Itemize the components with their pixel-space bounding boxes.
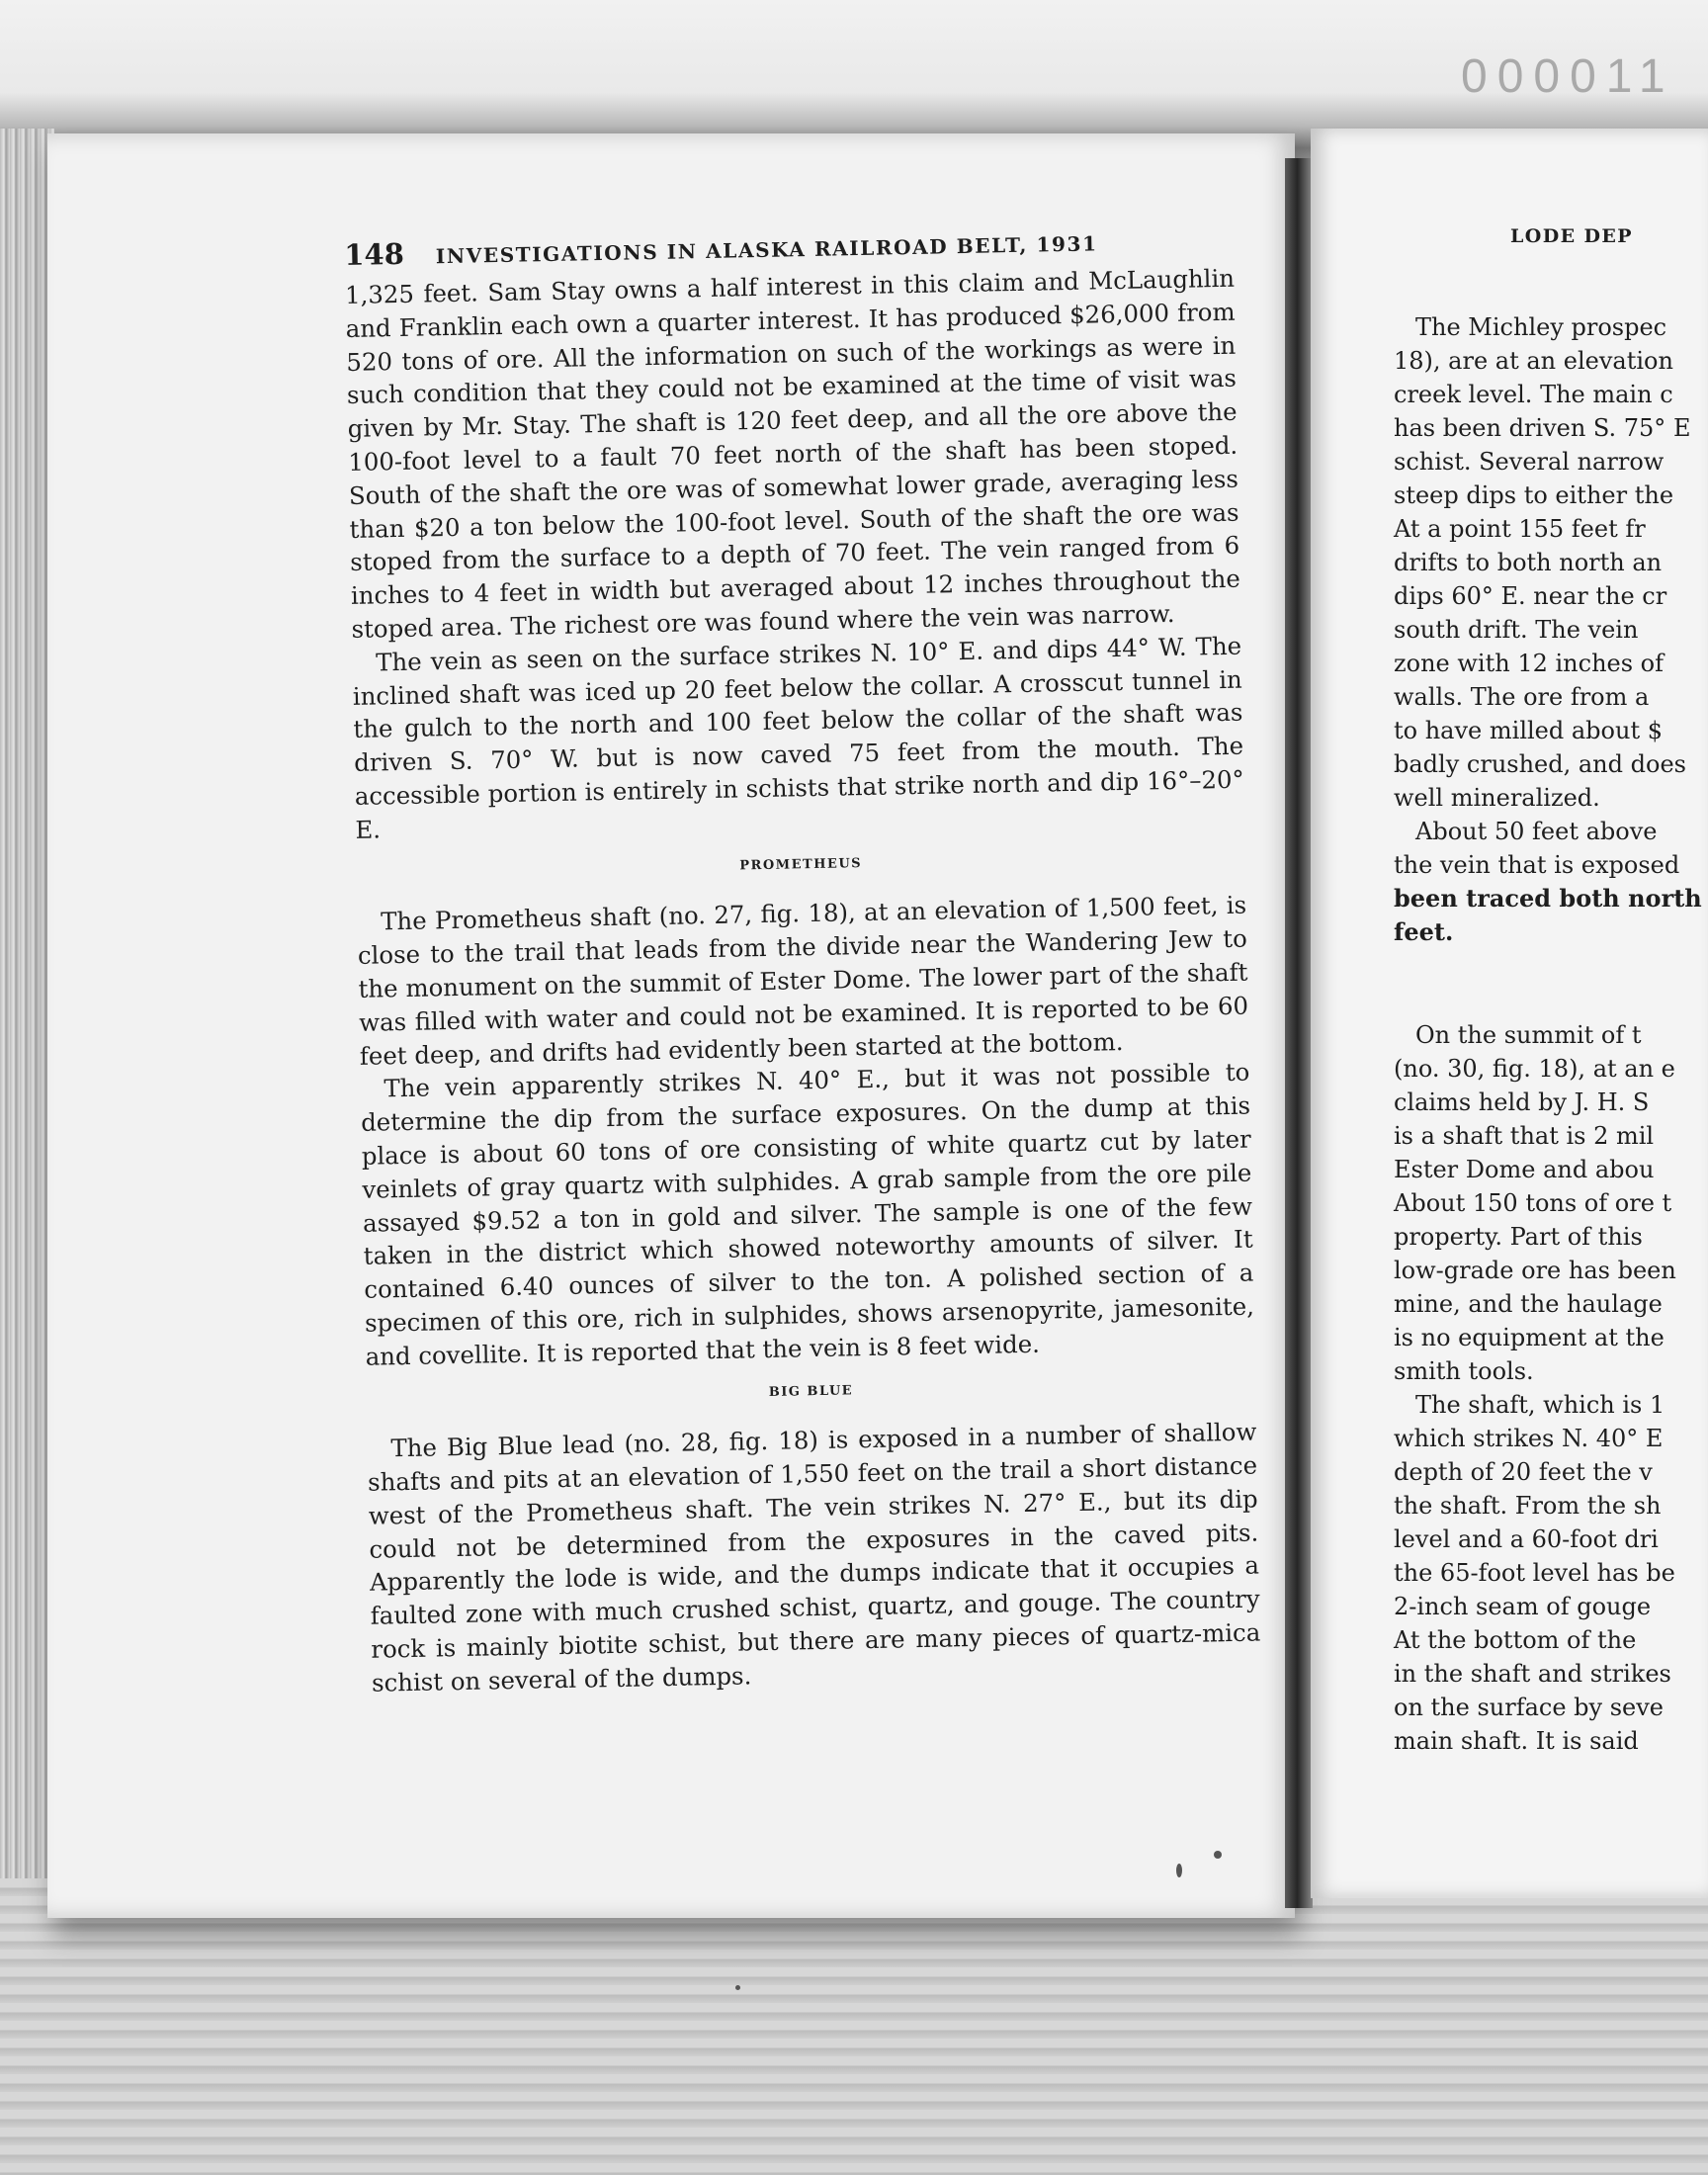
text-line: 18), are at an elevation xyxy=(1394,347,1673,375)
text-line: steep dips to either the xyxy=(1394,481,1674,509)
text-line: (no. 30, fig. 18), at an e xyxy=(1394,1055,1675,1083)
paragraph-big-blue: The Big Blue lead (no. 28, fig. 18) is exposed in a number of shallow shafts and pits at an elevation of 1,550 feet on the trail a short distance west of the Prometheus shaft. The vein strikes N. 27° E., but its dip could not be determined from the exposures in the caved pits. Apparently the lode is wide, and the dumps indicate that it occupies a faulted zone with much crushed schist, quartz, and gouge. The country rock is mainly biotite schist, but there are many pieces of quartz-mica schist on several of the dumps. xyxy=(367,1417,1261,1697)
text-line: About 150 tons of ore t xyxy=(1394,1189,1672,1217)
left-page-text-column xyxy=(344,222,1261,1700)
running-head-title: INVESTIGATIONS IN ALASKA RAILROAD BELT, 1931 xyxy=(435,231,1098,269)
paragraph-vein-surface: The vein as seen on the surface strikes N. 10° E. and dips 44° W. The inclined shaft was iced up 20 feet below the collar. A crosscut tunnel in the gulch to the north and 100 feet below the collar of the shaft was driven S. 70° W. but is now caved 75 feet from the mouth. The accessible portion is entirely in schists that strike north and dip 16°–20° E. xyxy=(352,631,1244,844)
text-line: mine, and the haulage xyxy=(1394,1290,1663,1318)
text-line: feet. xyxy=(1394,917,1454,946)
text-line: depth of 20 feet the v xyxy=(1394,1458,1653,1486)
scan-speck xyxy=(1176,1864,1182,1877)
text-line: to have milled about $ xyxy=(1394,717,1663,744)
scan-speck xyxy=(1214,1851,1222,1859)
page-stamp-number: 000011 xyxy=(1461,50,1675,103)
paragraph-stay-claim: 1,325 feet. Sam Stay owns a half interest in this claim and McLaughlin and Franklin each own a quarter interest. It has produced $26,000 from 520 tons of ore. All the information on such of the workings as were in such condition that they could not be examined at the time of visit was given by Mr. Stay. The shaft is 120 feet deep, and all the ore above the 100-foot level to a fault 70 feet north of the shaft has been stoped. South of the shaft the ore was of somewhat lower grade, averaging less than $20 a ton below the 100-foot level. South of the shaft the ore was stoped from the surface to a depth of 70 feet. The vein ranged from 6 inches to 4 feet in width but averaged about 12 inches throughout the stoped area. The richest ore was found where the vein was narrow. xyxy=(344,263,1241,644)
text-line: well mineralized. xyxy=(1394,784,1600,812)
text-line: About 50 feet above xyxy=(1415,818,1658,845)
text-line: Ester Dome and abou xyxy=(1394,1156,1655,1183)
text-line: badly crushed, and does xyxy=(1394,750,1686,778)
text-line: The shaft, which is 1 xyxy=(1415,1391,1665,1419)
text-line: has been driven S. 75° E xyxy=(1394,414,1691,442)
text-line: creek level. The main c xyxy=(1394,381,1673,408)
text-line: At a point 155 feet fr xyxy=(1394,515,1646,543)
text-line: The Michley prospec xyxy=(1415,313,1667,341)
text-line: dips 60° E. near the cr xyxy=(1394,582,1667,610)
text-line: low-grade ore has been xyxy=(1394,1257,1676,1284)
paragraph-prometheus-shaft: The Prometheus shaft (no. 27, fig. 18), at an elevation of 1,500 feet, is close to the trail that leads from the divide near the Wandering Jew to the monument on the summit of Ester Dome. The lower part of the shaft was filled with water and could not be examined. It is reported to be 60 feet deep, and drifts had evidently been started at the bottom. xyxy=(357,890,1249,1071)
text-line: claims held by J. H. S xyxy=(1394,1088,1650,1116)
text-line: schist. Several narrow xyxy=(1394,448,1665,476)
right-page-text xyxy=(1394,219,1708,1758)
section-heading-prometheus: PROMETHEUS xyxy=(739,855,863,873)
text-line: smith tools. xyxy=(1394,1357,1534,1385)
right-running-head: LODE DEP xyxy=(1510,225,1633,247)
text-line: south drift. The vein xyxy=(1394,616,1639,644)
text-line: which strikes N. 40° E xyxy=(1394,1425,1664,1452)
text-line: property. Part of this xyxy=(1394,1223,1643,1251)
text-line: main shaft. It is said xyxy=(1394,1727,1639,1755)
text-line: drifts to both north an xyxy=(1394,549,1663,576)
book-gutter xyxy=(1285,158,1313,1908)
book-binding-edge xyxy=(0,129,54,1908)
text-line: At the bottom of the xyxy=(1394,1626,1637,1654)
section-heading-big-blue: BIG BLUE xyxy=(768,1382,854,1400)
text-line: in the shaft and strikes xyxy=(1394,1660,1671,1688)
text-line: walls. The ore from a xyxy=(1394,683,1650,711)
text-line: is no equipment at the xyxy=(1394,1324,1665,1351)
text-line: the shaft. From the sh xyxy=(1394,1492,1662,1520)
section-gap xyxy=(1394,949,1708,1018)
text-line: the vein that is exposed xyxy=(1394,851,1680,879)
text-line: 2-inch seam of gouge xyxy=(1394,1593,1652,1620)
paragraph-prometheus-vein: The vein apparently strikes N. 40° E., but it was not possible to determine the dip from the surface exposures. On the dump at this place is about 60 tons of ore consisting of white quartz cut by later veinlets of gray quartz with sulphides. A grab sample from the ore pile assayed $9.52 a ton in gold and silver. The sample is one of the few taken in the district which showed noteworthy amounts of silver. It contained 6.40 ounces of silver to the ton. A polished section of a specimen of this ore, rich in sulphides, shows arsenopyrite, jamesonite, and covellite. It is reported that the vein is 8 feet wide. xyxy=(360,1057,1255,1371)
text-line: the 65-foot level has be xyxy=(1394,1559,1675,1587)
text-line: level and a 60-foot dri xyxy=(1394,1525,1659,1553)
text-line: been traced both north xyxy=(1394,884,1702,913)
scan-speck xyxy=(735,1985,740,1990)
right-page xyxy=(1311,129,1708,1898)
page-number: 148 xyxy=(343,236,405,272)
text-line: is a shaft that is 2 mil xyxy=(1394,1122,1655,1150)
text-line: zone with 12 inches of xyxy=(1394,650,1665,677)
text-line: On the summit of t xyxy=(1415,1021,1642,1049)
scan-bottom-margin xyxy=(0,1878,1708,2175)
text-line: on the surface by seve xyxy=(1394,1694,1665,1721)
